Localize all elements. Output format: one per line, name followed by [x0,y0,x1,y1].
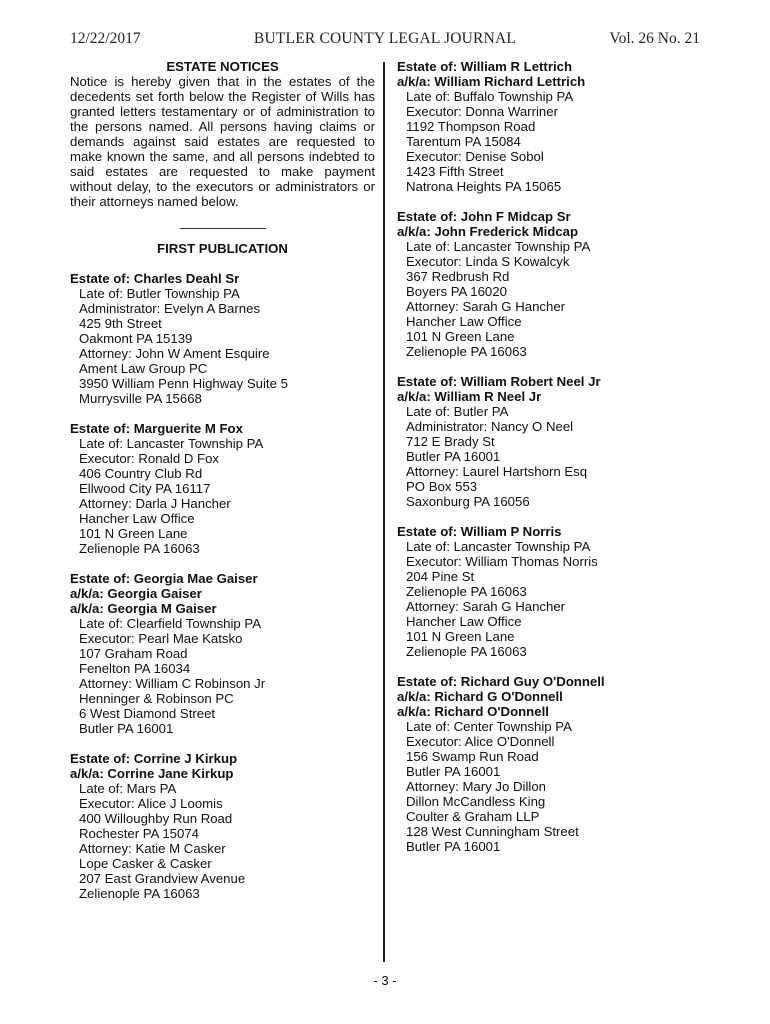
estate-detail-line: 107 Graham Road [79,646,188,661]
estate-detail-line: Zelienople PA 16063 [406,644,527,659]
estate-detail-line: Late of: Butler Township PA [79,286,240,301]
estate-detail-line: Administrator: Evelyn A Barnes [79,301,261,316]
estate-aka: a/k/a: Richard G O'Donnell [397,689,563,704]
estate-detail-line: Zelienople PA 16063 [79,541,200,556]
estate-detail-line: Boyers PA 16020 [406,284,507,299]
estate-detail-line: Late of: Mars PA [79,781,177,796]
estate-detail-line: Late of: Butler PA [406,404,509,419]
estate-detail-line: Murrysville PA 15668 [79,391,202,406]
estate-detail-line: 1423 Fifth Street [406,164,504,179]
estate-detail-line: Executor: William Thomas Norris [406,554,598,569]
estate-aka: a/k/a: John Frederick Midcap [397,224,579,239]
estate-name: Estate of: John F Midcap Sr [397,209,571,224]
estate-detail-line: Rochester PA 15074 [79,826,199,841]
estate-detail-line: 128 West Cunningham Street [406,824,579,839]
estate-detail-line: Zelienople PA 16063 [406,344,527,359]
notice-body: Notice is hereby given that in the estates of the decedents set forth below the Register of Wills has granted letters testamentary or of administration to the persons named. All persons having claims or demands against said estates are requested to make known the same, and all persons indebted to said estates are requested to make payment without delay, to the executors or administrators or their attorneys named below. [70,74,375,209]
estate-aka: a/k/a: Georgia Gaiser [70,586,202,601]
estate-detail-line: Saxonburg PA 16056 [406,494,530,509]
estate-detail-line: Butler PA 16001 [406,449,501,464]
estate-detail-line: Late of: Lancaster Township PA [406,239,591,254]
estate-detail-line: Butler PA 16001 [406,764,501,779]
estate-detail-line: 156 Swamp Run Road [406,749,539,764]
estate-detail-line: Ellwood City PA 16117 [79,481,211,496]
estate-detail-line: Coulter & Graham LLP [406,809,540,824]
estate-detail-line: 101 N Green Lane [406,629,515,644]
estate-detail-line: Fenelton PA 16034 [79,661,191,676]
estate-detail-line: 406 Country Club Rd [79,466,203,481]
estate-detail-line: Late of: Clearfield Township PA [79,616,262,631]
journal-title: BUTLER COUNTY LEGAL JOURNAL [253,30,517,47]
estate-detail-line: Attorney: Katie M Casker [79,841,226,856]
estate-detail-line: Late of: Buffalo Township PA [406,89,574,104]
estate-detail-line: 101 N Green Lane [79,526,188,541]
estate-detail-line: Attorney: Laurel Hartshorn Esq [406,464,588,479]
estate-entry [70,271,375,406]
estate-entry [397,374,702,509]
estate-detail-line: 367 Redbrush Rd [406,269,510,284]
estate-detail-line: 1192 Thompson Road [406,119,536,134]
estate-name: Estate of: Charles Deahl Sr [70,271,240,286]
estate-detail-line: Zelienople PA 16063 [79,886,200,901]
estate-name: Estate of: William P Norris [397,524,562,539]
estate-detail-line: Executor: Donna Warriner [406,104,558,119]
section-rule: ——————— [179,220,266,235]
left-estate-list [70,271,375,901]
estate-detail-line: Butler PA 16001 [79,721,174,736]
estate-detail-line: Butler PA 16001 [406,839,501,854]
issue-date: 12/22/2017 [70,30,141,47]
estate-entry [397,674,702,854]
estate-detail-line: 101 N Green Lane [406,329,515,344]
estate-detail-line: Late of: Lancaster Township PA [406,539,591,554]
estate-detail-line: Hancher Law Office [79,511,195,526]
estate-detail-line: Attorney: Sarah G Hancher [406,299,566,314]
estate-aka: a/k/a: William Richard Lettrich [397,74,586,89]
estate-detail-line: Executor: Alice O'Donnell [406,734,555,749]
notice-title: ESTATE NOTICES [166,59,279,74]
estate-entry [397,59,702,194]
estate-name: Estate of: William R Lettrich [397,59,573,74]
estate-detail-line: 6 West Diamond Street [79,706,216,721]
page-number: - 3 - [373,973,397,988]
estate-detail-line: Attorney: William C Robinson Jr [79,676,266,691]
estate-detail-line: Executor: Ronald D Fox [79,451,219,466]
column-divider [383,62,385,962]
estate-detail-line: Dillon McCandless King [406,794,546,809]
estate-aka: a/k/a: Richard O'Donnell [397,704,549,719]
publication-heading: FIRST PUBLICATION [157,241,288,256]
estate-detail-line: Attorney: John W Ament Esquire [79,346,270,361]
estate-detail-line: Natrona Heights PA 15065 [406,179,562,194]
estate-entry [70,751,375,901]
estate-detail-line: Attorney: Sarah G Hancher [406,599,566,614]
estate-detail-line: Executor: Alice J Loomis [79,796,223,811]
estate-name: Estate of: Richard Guy O'Donnell [397,674,605,689]
estate-detail-line: Attorney: Darla J Hancher [79,496,231,511]
estate-detail-line: Henninger & Robinson PC [79,691,234,706]
page-header [70,30,700,52]
estate-detail-line: Tarentum PA 15084 [406,134,521,149]
estate-detail-line: Hancher Law Office [406,614,522,629]
volume-number: Vol. 26 No. 21 [609,30,700,47]
estate-detail-line: Attorney: Mary Jo Dillon [406,779,546,794]
estate-entry [70,571,375,736]
estate-detail-line: Oakmont PA 15139 [79,331,193,346]
estate-detail-line: Executor: Denise Sobol [406,149,544,164]
estate-detail-line: Lope Casker & Casker [79,856,212,871]
estate-detail-line: Zelienople PA 16063 [406,584,527,599]
estate-detail-line: 400 Willoughby Run Road [79,811,233,826]
estate-detail-line: Late of: Center Township PA [406,719,572,734]
estate-aka: a/k/a: Georgia M Gaiser [70,601,217,616]
estate-detail-line: Ament Law Group PC [79,361,208,376]
estate-detail-line: PO Box 553 [406,479,478,494]
estate-detail-line: Administrator: Nancy O Neel [406,419,574,434]
right-estate-list [397,59,702,854]
estate-name: Estate of: Corrine J Kirkup [70,751,238,766]
right-column [397,59,702,869]
estate-detail-line: 207 East Grandview Avenue [79,871,246,886]
left-column [70,59,375,916]
estate-aka: a/k/a: William R Neel Jr [397,389,542,404]
estate-name: Estate of: William Robert Neel Jr [397,374,601,389]
estate-detail-line: 425 9th Street [79,316,162,331]
estate-aka: a/k/a: Corrine Jane Kirkup [70,766,234,781]
estate-detail-line: 712 E Brady St [406,434,495,449]
estate-name: Estate of: Georgia Mae Gaiser [70,571,258,586]
estate-name: Estate of: Marguerite M Fox [70,421,243,436]
estate-detail-line: 3950 William Penn Highway Suite 5 [79,376,288,391]
estate-detail-line: Hancher Law Office [406,314,522,329]
estate-detail-line: Executor: Pearl Mae Katsko [79,631,243,646]
estate-detail-line: Late of: Lancaster Township PA [79,436,264,451]
estate-entry [70,421,375,556]
estate-entry [397,209,702,359]
estate-entry [397,524,702,659]
estate-detail-line: 204 Pine St [406,569,475,584]
estate-detail-line: Executor: Linda S Kowalcyk [406,254,570,269]
